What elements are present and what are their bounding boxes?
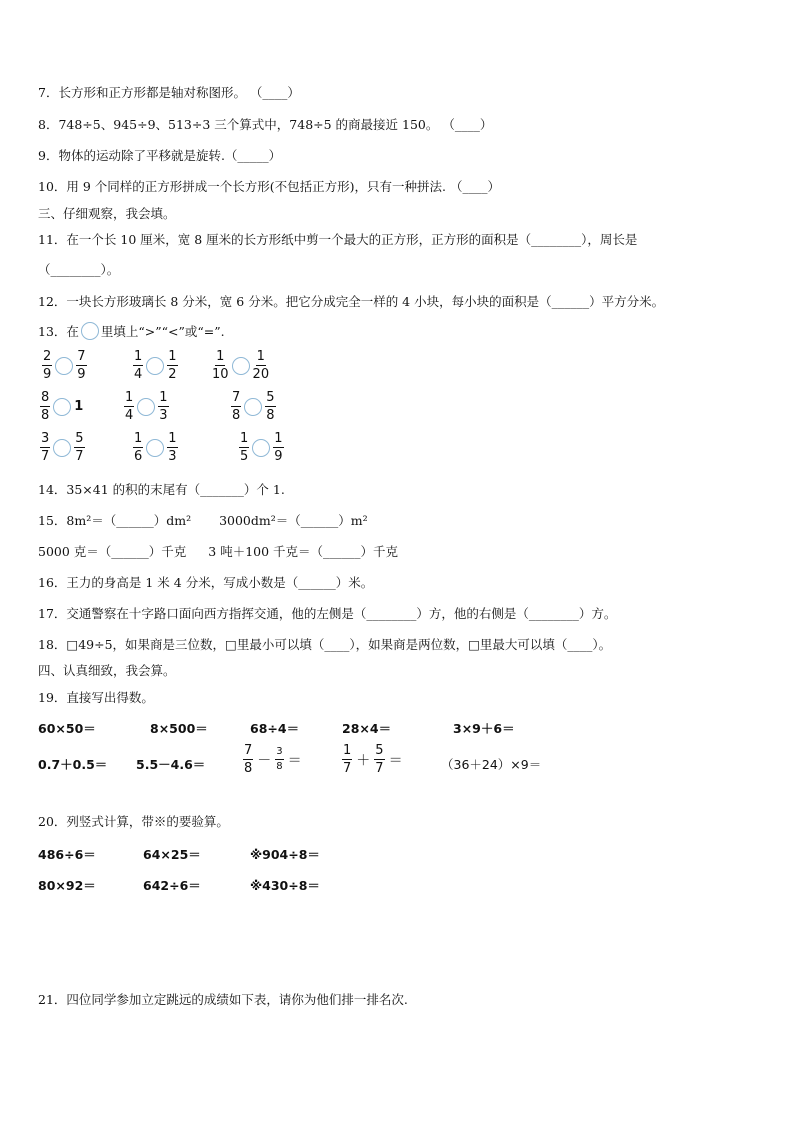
compare-item-2: [133, 350, 178, 381]
answer-circle[interactable]: [244, 398, 262, 416]
fraction: $\frac{5}{7}$: [375, 743, 384, 776]
plus-sign: ＋: [356, 752, 371, 769]
calc-item: 28×4＝: [342, 721, 392, 736]
answer-circle[interactable]: [252, 439, 270, 457]
section-4-heading: 四、认真细致，我会算。: [38, 663, 176, 678]
fraction-left: $\frac{7}{8}$: [232, 390, 241, 423]
answer-circle[interactable]: [53, 398, 71, 416]
calc-item: 642÷6＝: [143, 878, 201, 893]
equals-sign: ＝: [287, 752, 302, 769]
question-13-instruction: [38, 322, 225, 340]
calc-item: 68÷4＝: [250, 721, 300, 736]
calc-item: 80×92＝: [38, 878, 96, 893]
calc-item: （36＋24）×9＝: [441, 757, 542, 772]
answer-circle[interactable]: [146, 357, 164, 375]
compare-item-4: [40, 391, 83, 422]
question-9: 9．物体的运动除了平移就是旋转.（_____）: [38, 148, 282, 163]
calc-item: 3×9＋6＝: [453, 721, 515, 736]
calc-item: 8×500＝: [150, 721, 208, 736]
section-3-heading: 三、仔细观察，我会填。: [38, 206, 176, 221]
compare-item-1: [42, 350, 87, 381]
question-15-d: 3 吨＋100 千克＝（______）千克: [208, 544, 399, 559]
calc-item: 60×50＝: [38, 721, 96, 736]
question-15-c: 5000 克＝（______）千克: [38, 544, 187, 559]
fraction-right: $\frac{7}{9}$: [77, 349, 86, 382]
calc-item: 5.5－4.6＝: [136, 757, 206, 772]
question-11-line-1: 11．在一个长 10 厘米，宽 8 厘米的长方形纸中剪一个最大的正方形，正方形的面积是（________），周长是: [38, 232, 638, 247]
equals-sign: ＝: [388, 752, 403, 769]
answer-circle[interactable]: [53, 439, 71, 457]
integer-right: 1: [74, 399, 84, 414]
fraction-right: $\frac{1}{9}$: [274, 431, 283, 464]
calc-item: 486÷6＝: [38, 847, 96, 862]
fraction: $\frac{7}{8}$: [244, 743, 253, 776]
question-14: 14．35×41 的积的末尾有（_______）个 1.: [38, 482, 285, 497]
calc-item: ※430÷8＝: [250, 878, 320, 893]
fraction-left: $\frac{3}{7}$: [41, 431, 50, 464]
question-10: 10．用 9 个同样的正方形拼成一个长方形(不包括正方形)，只有一种拼法. （____）: [38, 179, 501, 194]
fraction-expression-1: [243, 744, 302, 775]
calc-item: ※904÷8＝: [250, 847, 320, 862]
question-17: 17．交通警察在十字路口面向西方指挥交通，他的左侧是（________）方，他的右侧是（________）方。: [38, 606, 617, 621]
answer-circle[interactable]: [55, 357, 73, 375]
minus-sign: －: [257, 752, 272, 769]
fraction-right: $\frac{1}{2}$: [168, 349, 177, 382]
question-7: 7．长方形和正方形都是轴对称图形。 （____）: [38, 85, 300, 100]
fraction-left: $\frac{8}{8}$: [41, 390, 50, 423]
question-13-suffix: 里填上“>”“<”或“=”.: [100, 324, 225, 339]
fraction-right: $\frac{1}{20}$: [252, 349, 270, 382]
question-15-b: 3000dm²＝（______）m²: [219, 513, 368, 528]
answer-circle[interactable]: [137, 398, 155, 416]
question-15-a: 15．8m²＝（______）dm²: [38, 513, 192, 528]
question-13-prefix: 13．在: [38, 324, 79, 339]
calc-item: 0.7＋0.5＝: [38, 757, 108, 772]
question-12: 12．一块长方形玻璃长 8 分米，宽 6 分米。把它分成完全一样的 4 小块，每小块的面积是（______）平方分米。: [38, 294, 665, 309]
compare-circle-icon: [81, 322, 99, 340]
fraction-right: $\frac{5}{7}$: [75, 431, 84, 464]
answer-circle[interactable]: [232, 357, 250, 375]
fraction-left: $\frac{1}{10}$: [212, 349, 229, 382]
compare-item-5: [124, 391, 169, 422]
fraction: $\frac{1}{7}$: [343, 743, 352, 776]
question-19-title: 19．直接写出得数。: [38, 690, 154, 705]
fraction-right: $\frac{1}{3}$: [168, 431, 177, 464]
compare-item-8: [133, 432, 178, 463]
question-11-line-2: （________）。: [38, 262, 120, 277]
question-18: 18．□49÷5，如果商是三位数，□里最小可以填（____），如果商是两位数，□里最大可以填（____）。: [38, 637, 612, 652]
compare-item-6: [231, 391, 276, 422]
fraction-left: $\frac{1}{5}$: [240, 431, 249, 464]
question-8: 8．748÷5、945÷9、513÷3 三个算式中，748÷5 的商最接近 150。 （____）: [38, 117, 493, 132]
fraction-left: $\frac{1}{4}$: [125, 390, 134, 423]
fraction-expression-2: [342, 744, 403, 775]
fraction-left: $\frac{2}{9}$: [43, 349, 52, 382]
fraction-right: $\frac{5}{8}$: [266, 390, 275, 423]
answer-circle[interactable]: [146, 439, 164, 457]
fraction-left: $\frac{1}{4}$: [134, 349, 143, 382]
compare-item-3: [212, 350, 269, 381]
question-20-title: 20．列竖式计算，带※的要验算。: [38, 814, 229, 829]
fraction-right: $\frac{1}{3}$: [159, 390, 168, 423]
compare-item-7: [40, 432, 85, 463]
fraction: $\frac{3}{8}$: [276, 746, 283, 772]
question-21: 21．四位同学参加立定跳远的成绩如下表，请你为他们排一排名次.: [38, 992, 408, 1007]
question-15-line-2: [38, 542, 398, 560]
compare-item-9: [239, 432, 284, 463]
question-15-line-1: [38, 511, 368, 529]
calc-item: 64×25＝: [143, 847, 201, 862]
fraction-left: $\frac{1}{6}$: [134, 431, 143, 464]
question-16: 16．王力的身高是 1 米 4 分米，写成小数是（______）米。: [38, 575, 374, 590]
